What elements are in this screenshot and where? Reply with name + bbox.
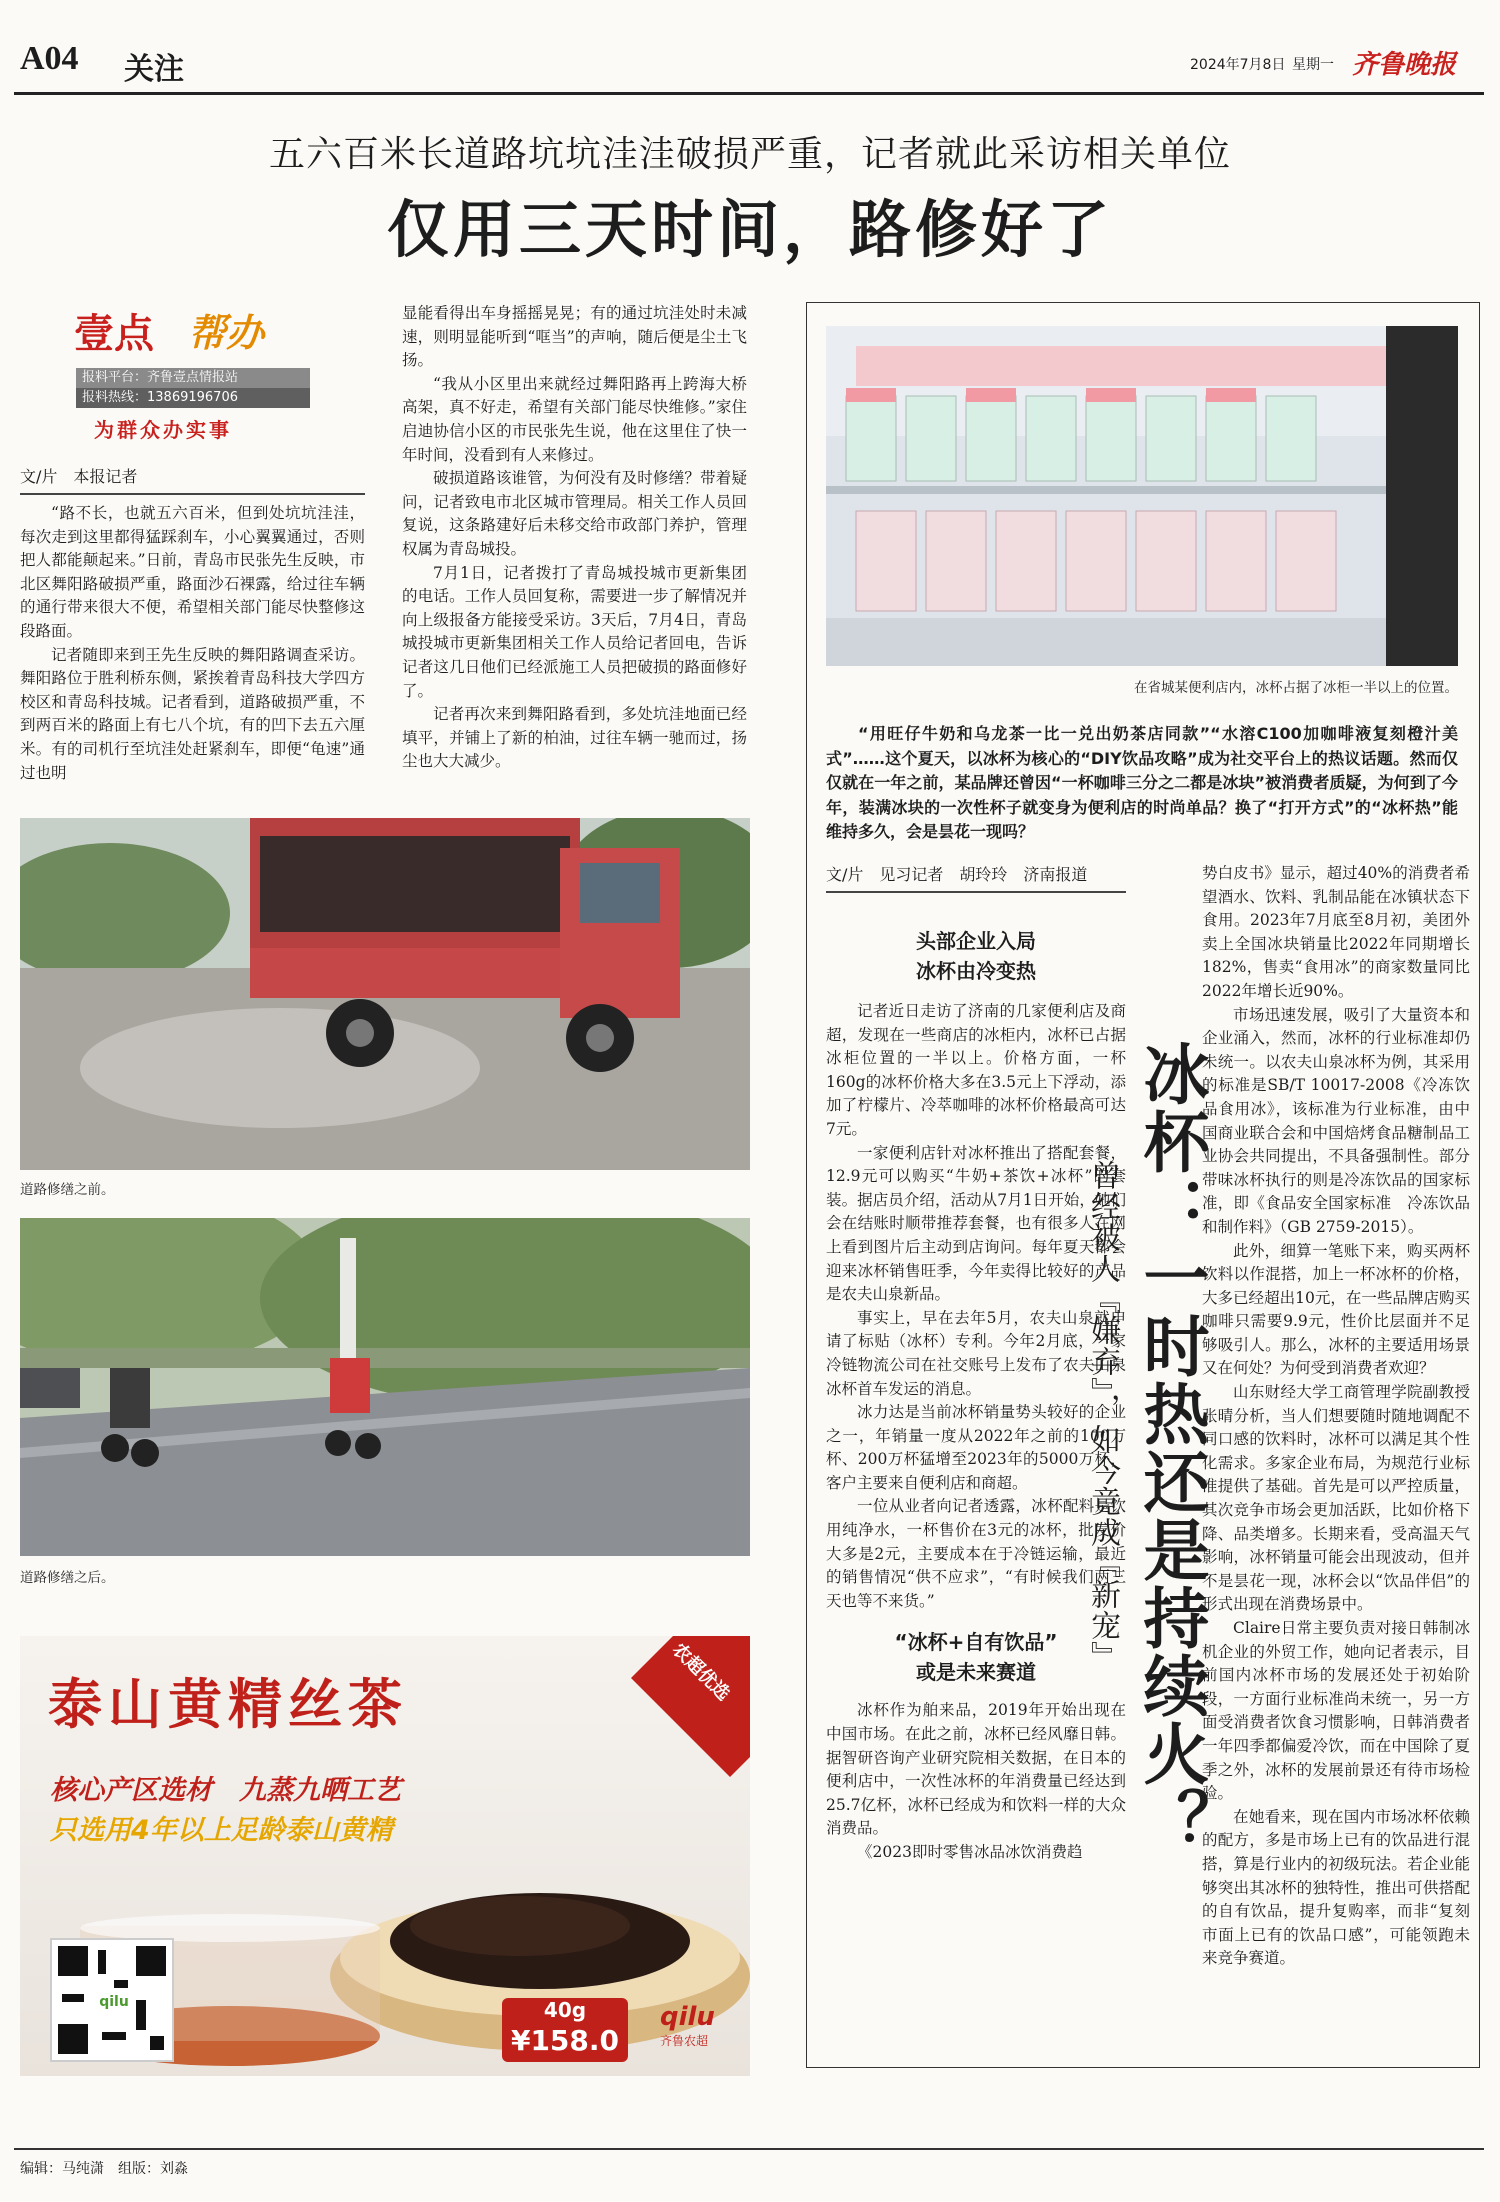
subhead1: [826, 926, 1126, 986]
caption-after: 道路修缮之后。: [20, 1570, 115, 1586]
qr-brand-icon: qilu: [92, 1988, 136, 2016]
photo-road-after: [20, 1218, 750, 1556]
story2-colA-p1: 记者近日走访了济南的几家便利店及商超，发现在一些商店的冰柜内，冰杯已占据冰柜位置的一半以上。价格方面，一杯160g的冰杯价格大多在3.5元上下浮动，添加了柠檬片、冷萃咖啡的冰杯价格最高可达7元。: [826, 1002, 1126, 1138]
story2-colB-p2: 市场迅速发展，吸引了大量资本和企业涌入，然而，冰杯的行业标准却仍未统一。以农夫山泉冰杯为例，其采用的标准是SB/T 10017-2008《冷冻饮品食用冰》，该标准为行业标准，由中国商业联合会和中国焙烤食品糖制品工业协会共同提出，不具备强制性。部分带味冰杯执行的则是冷冻饮品的国家标准，即《食品安全国家标准 冷冻饮品和制作料》（GB 2759-2015）。: [1202, 1005, 1470, 1236]
story1-col1: [20, 502, 365, 785]
story2-colA-p7: 《2023即时零售冰品冰饮消费趋: [857, 1843, 1083, 1861]
help-platform: 报料平台：齐鲁壹点情报站: [76, 368, 310, 388]
story2-colA: [826, 926, 1126, 1865]
tea-advertisement: [20, 1636, 750, 2076]
headline-kicker: 五六百米长道路坑坑洼洼破损严重，记者就此采访相关单位: [268, 134, 1231, 175]
story2-vertical-subtitle: 曾经被人『嫌弃』，如今竟成『新宠』: [1085, 1160, 1120, 1672]
story2-colB: [1202, 862, 1470, 1971]
story1-col2-p2: “我从小区里出来就经过舞阳路再上跨海大桥高架，真不好走，希望有关部门能尽快维修。”家住启迪协信小区的市民张先生说，他在这里住了快一年时间，没看到有人来修过。: [402, 374, 747, 464]
photo-ice-fridge: [826, 326, 1458, 666]
ad-badge-text: 农超优选: [668, 1639, 734, 1705]
ad-brand-name: qilu: [660, 2002, 715, 2032]
paper-logo: 齐鲁晚报: [1352, 50, 1457, 80]
help-slogan: 为群众办实事: [94, 418, 232, 442]
story1-byline: 文/片 本报记者: [20, 464, 365, 495]
price-weight: 40g: [543, 1998, 587, 2022]
story2-colA-p3: 事实上，早在去年5月，农夫山泉就申请了标贴（冰杯）专利。今年2月底，一家冷链物流公司在社交账号上发布了农夫山泉冰杯首车发运的消息。: [826, 1308, 1126, 1398]
header-rule: [14, 92, 1484, 95]
issue-weekday: 星期一: [1292, 57, 1334, 73]
help-logo-a: 壹点: [74, 311, 154, 357]
help-box: [70, 298, 340, 446]
price-amount: ¥158.0: [510, 2024, 620, 2057]
help-hotline: 报料热线：13869196706: [76, 388, 310, 408]
story2-colB-p3: 此外，细算一笔账下来，购买两杯饮料以作混搭，加上一杯冰杯的价格，大多已经超出10元，在一些品牌店购买咖啡只需要9.9元，性价比层面并不足够吸引人。那么，冰杯的主要适用场景又在何处？为何受到消费者欢迎？: [1202, 1241, 1470, 1378]
section-name: 关注: [124, 52, 184, 87]
issue-date: 2024年7月8日: [1190, 57, 1286, 73]
story2-colA-p4: 冰力达是当前冰杯销量势头较好的企业之一，年销量一度从2022年之前的100万杯、200万杯猛增至2023年的5000万杯，客户主要来自便利店和商超。: [826, 1403, 1126, 1492]
story1-col2-p3: 破损道路该谁管，为何没有及时修缮？带着疑问，记者致电市北区城市管理局。相关工作人员回复说，这条路建好后未移交给市政部门养护，管理权属为青岛城投。: [402, 469, 747, 558]
story1-col2-p1: 显能看得出车身摇摇晃晃；有的通过坑洼处时未减速，则明显能听到“哐当”的声响，随后便是尘土飞扬。: [402, 304, 747, 370]
footer-editor: 编辑：马纯潇 组版：刘淼: [20, 2161, 188, 2177]
help-logo-b: 帮办: [188, 311, 265, 355]
page-code: A04: [20, 40, 79, 77]
story1-col2: [402, 302, 747, 774]
story2-colA-p2: 一家便利店针对冰杯推出了搭配套餐，12.9元可以购买“牛奶+茶饮+冰杯”的套装。据店员介绍，活动从7月1日开始，她们会在结账时顺带推荐套餐，也有很多人在网上看到图片后主动到店询问。每年夏天都会迎来冰杯销售旺季，今年卖得比较好的产品是农夫山泉新品。: [826, 1143, 1126, 1304]
ad-line2: 只选用4年以上足龄泰山黄精: [50, 1815, 393, 1846]
subhead2-line2: 或是未来赛道: [916, 1660, 1036, 1685]
story2-colA-p5: 一位从业者向记者透露，冰杯配料是饮用纯净水，一杯售价在3元的冰杯，批发价大多是2元，主要成本在于冷链运输，最近的销售情况“供不应求”，“有时候我们两三天也等不来货。”: [826, 1497, 1126, 1610]
story2-lead: “用旺仔牛奶和乌龙茶一比一兑出奶茶店同款”“水溶C100加咖啡液复刻橙汁美式”……这个夏天，以冰杯为核心的“DIY饮品攻略”成为社交平台上的热议话题。然而仅仅就在一年之前，某品牌还曾因“一杯咖啡三分之二都是冰块”被消费者质疑，为何到了今年，装满冰块的一次性杯子就变身为便利店的时尚单品？换了“打开方式”的“冰杯热”能维持多久，会是昙花一现吗？: [826, 724, 1458, 841]
ad-brand-logo: [660, 2002, 715, 2049]
subhead2-line1: “冰杯+自有饮品”: [894, 1630, 1058, 1655]
price-tag: [502, 1998, 628, 2062]
ad-line1: 核心产区选材 九蒸九晒工艺: [50, 1775, 401, 1806]
story1-col2-p4: 7月1日，记者拨打了青岛城投城市更新集团的电话。工作人员回复称，需要进一步了解情况并向上级报备方能接受采访。3天后，7月4日，青岛城投城市更新集团相关工作人员给记者回电，告诉记者这几日他们已经派施工人员把破损的路面修好了。: [402, 563, 747, 700]
story2-vertical-title: 冰杯：一时热还是持续火？: [1132, 1040, 1210, 1856]
headline-main: 仅用三天时间，路修好了: [386, 193, 1113, 266]
story1-col1-p2: 记者随即来到王先生反映的舞阳路调查采访。舞阳路位于胜利桥东侧，紧挨着青岛科技大学四方校区和青岛科技城。记者看到，道路破损严重，不到两百米的路面上有七八个坑，有的凹下去五六厘米。有的司机行至坑洼处赶紧刹车，即便“龟速”通过也明: [20, 645, 365, 782]
story1-col2-p5: 记者再次来到舞阳路看到，多处坑洼地面已经填平，并铺上了新的柏油，过往车辆一驰而过，扬尘也大大减少。: [402, 705, 747, 771]
story2-colB-p1: 势白皮书》显示，超过40%的消费者希望酒水、饮料、乳制品能在冰镇状态下食用。2023年7月底至8月初，美团外卖上全国冰块销量比2022年同期增长182%，售卖“食用冰”的商家数量同比2022年增长近90%。: [1202, 864, 1470, 1000]
footer-rule: [14, 2148, 1484, 2150]
subhead1-line2: 冰杯由冷变热: [916, 959, 1036, 983]
page-header: [14, 22, 1484, 94]
ad-brand-sub: 齐鲁农超: [660, 2034, 709, 2048]
story1-col1-p1: “路不长，也就五六百米，但到处坑坑洼洼，每次走到这里都得猛踩刹车，小心翼翼通过，否则把人都能颠起来。”日前，青岛市民张先生反映，市北区舞阳路破损严重，路面沙石裸露，给过往车辆的通行带来很大不便，希望相关部门能尽快整修这段路面。: [20, 504, 365, 640]
story2-colB-p6: 在她看来，现在国内市场冰杯依赖的配方，多是市场上已有的饮品进行混搭，算是行业内的初级玩法。若企业能够突出其冰杯的独特性，推出可供搭配的自有饮品，提升复购率，而非“复刻市面上已有的饮品口感”，可能领跑未来竞争赛道。: [1202, 1807, 1470, 1968]
subhead1-line1: 头部企业入局: [916, 929, 1036, 953]
subhead2: [826, 1627, 1126, 1687]
ad-title: 泰山黄精丝茶: [48, 1672, 408, 1736]
photo-road-before: [20, 818, 750, 1170]
fridge-photo-caption: 在省城某便利店内，冰杯占据了冰柜一半以上的位置。: [1134, 680, 1458, 696]
story2-colB-p4: 山东财经大学工商管理学院副教授张晴分析，当人们想要随时随地调配不同口感的饮料时，冰杯可以满足其个性化需求。多家企业布局，为规范行业标准提供了基础。首先是可以严控质量，其次竞争市场会更加活跃，比如价格下降、品类增多。长期来看，受高温天气影响，冰杯销量可能会出现波动，但并不是昙花一现，冰杯会以“饮品伴侣”的形式出现在消费场景中。: [1202, 1383, 1470, 1614]
story2-byline: 文/片 见习记者 胡玲玲 济南报道: [826, 862, 1126, 893]
story2-colB-p5: Claire日常主要负责对接日韩制冰机企业的外贸工作，她向记者表示，目前国内冰杯市场的发展还处于初始阶段，一方面行业标准尚未统一，另一方面受消费者饮食习惯影响，日韩消费者一年四季都偏爱冷饮，而在中国除了夏季之外，冰杯的发展前景还有待市场检验。: [1202, 1619, 1470, 1803]
qr-code[interactable]: [50, 1938, 174, 2062]
story2-colA-p6: 冰杯作为舶来品，2019年开始出现在中国市场。在此之前，冰杯已经风靡日韩。据智研咨询产业研究院相关数据，在日本的便利店中，一次性冰杯的年消费量已经达到25.7亿杯，冰杯已经成为和饮料一样的大众消费品。: [826, 1701, 1126, 1838]
caption-before: 道路修缮之前。: [20, 1182, 115, 1198]
